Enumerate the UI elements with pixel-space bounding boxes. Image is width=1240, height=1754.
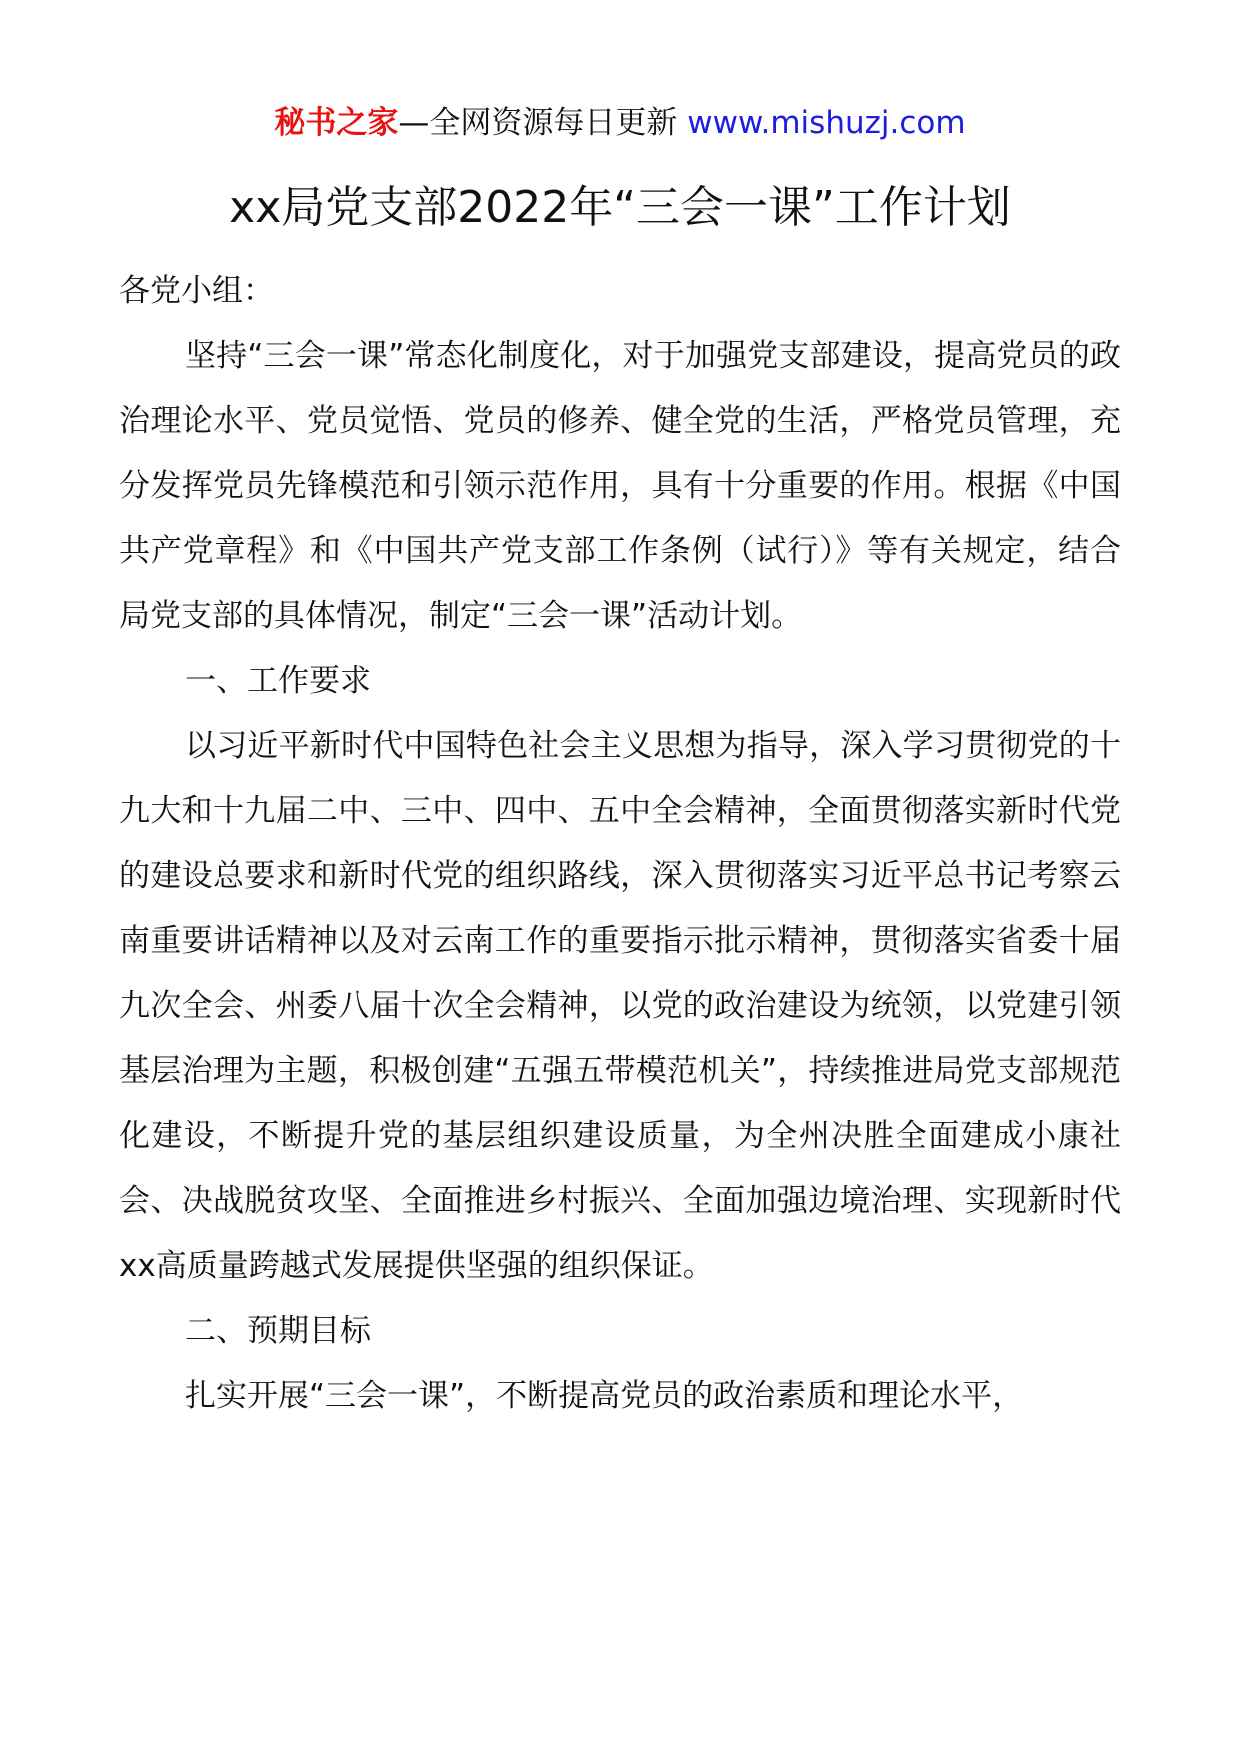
site-header (0, 100, 1240, 146)
document-title: xx局党支部2022年“三会一课”工作计划 (229, 182, 1011, 233)
site-url-link[interactable]: www.mishuzj.com (687, 105, 966, 141)
section-heading-requirements: 一、工作要求 (185, 663, 371, 699)
document-body (119, 259, 1121, 1429)
brand-name: 秘书之家 (274, 105, 399, 141)
salutation: 各党小组： (119, 273, 274, 309)
section-heading-goals: 二、预期目标 (185, 1313, 371, 1349)
paragraph-requirements: 以习近平新时代中国特色社会主义思想为指导，深入学习贯彻党的十九大和十九届二中、三中、四中、五中全会精神，全面贯彻落实新时代党的建设总要求和新时代党的组织路线，深入贯彻落实习近平总书记考察云南重要讲话精神以及对云南工作的重要指示批示精神，贯彻落实省委十届九次全会、州委八届十次全会精神，以党的政治建设为统领，以党建引领基层治理为主题，积极创建“五强五带模范机关”，持续推进局党支部规范化建设，不断提升党的基层组织建设质量，为全州决胜全面建成小康社会、决战脱贫攻坚、全面推进乡村振兴、全面加强边境治理、实现新时代xx高质量跨越式发展提供坚强的组织保证。 (119, 728, 1121, 1284)
paragraph-intro: 坚持“三会一课”常态化制度化，对于加强党支部建设，提高党员的政治理论水平、党员觉悟、党员的修养、健全党的生活，严格党员管理，充分发挥党员先锋模范和引领示范作用，具有十分重要的作用。根据《中国共产党章程》和《中国共产党支部工作条例（试行）》等有关规定，结合局党支部的具体情况，制定“三会一课”活动计划。 (119, 338, 1121, 634)
header-slogan: —全网资源每日更新 (398, 105, 688, 141)
paragraph-goals: 扎实开展“三会一课”，不断提高党员的政治素质和理论水平， (185, 1378, 1024, 1414)
